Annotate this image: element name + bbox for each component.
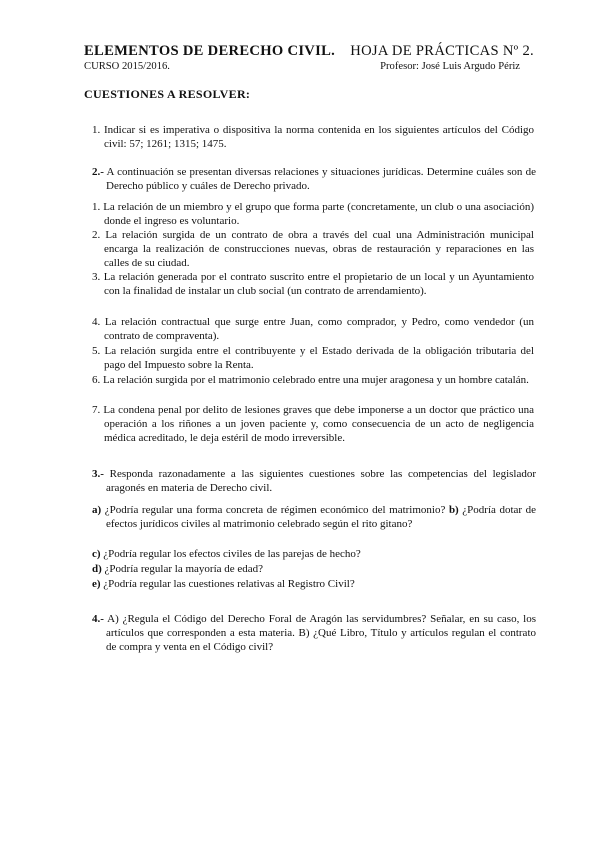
title-bold: ELEMENTOS DE DERECHO CIVIL. — [84, 43, 336, 59]
q2-item-7: 7. La condena penal por delito de lesiones graves que debe imponerse a un doctor que práctico una operación a los riñones a un joven paciente y, como consecuencia de un acto de negligencia médica acreditado, le deja estéril de modo irreversible. — [92, 404, 534, 444]
q3-item-d-label: d) — [92, 563, 102, 575]
section-heading: CUESTIONES A RESOLVER: — [84, 87, 251, 101]
q2-item-4: 4. La relación contractual que surge entre Juan, como comprador, y Pedro, como vendedor (un contrato de compraventa). — [92, 316, 534, 342]
q2-item-2: 2. La relación surgida de un contrato de obra a través del cual una Administración municipal encarga la realización de construcciones nuevas, obras de restauración y reparaciones en las calles de su ciudad. — [92, 229, 534, 269]
question-1: 1. Indicar si es imperativa o dispositiva la norma contenida en los siguientes artículos del Código civil: 57; 1261; 1315; 1475. — [92, 124, 534, 150]
question-4-text: A) ¿Regula el Código del Derecho Foral de Aragón las servidumbres? Señalar, en su caso, los artículos que corresponden a esta materia. B) ¿Qué Libro, Título y artículos regulan el contrato de compra y venta en el Código civil? — [106, 613, 536, 653]
document-title — [84, 43, 534, 60]
question-3-intro — [92, 467, 536, 495]
course-year: CURSO 2015/2016. — [84, 61, 170, 72]
q3-item-a-text: ¿Podría regular una forma concreta de régimen económico del matrimonio? — [104, 504, 446, 516]
q3-item-ab — [92, 503, 536, 531]
title-rest: HOJA DE PRÁCTICAS Nº 2. — [350, 43, 534, 59]
q3-item-e-label: e) — [92, 578, 101, 590]
q3-item-b-text: ¿Podría dotar de efectos jurídicos civiles al matrimonio celebrado según el rito gitano? — [106, 504, 537, 530]
question-4-number: 4.- — [92, 613, 104, 625]
q2-item-6: 6. La relación surgida por el matrimonio celebrado entre una mujer aragonesa y un hombre catalán. — [92, 374, 529, 386]
question-2-number: 2.- — [92, 166, 104, 178]
question-2-intro — [92, 165, 536, 193]
question-4 — [92, 612, 536, 654]
question-2-text: A continuación se presentan diversas relaciones y situaciones jurídicas. Determine cuáles son de Derecho público y cuáles de Derecho privado. — [106, 166, 536, 192]
q3-item-d — [92, 562, 522, 576]
q2-item-5: 5. La relación surgida entre el contribuyente y el Estado derivada de la obligación tributaria del pago del Impuesto sobre la Renta. — [92, 345, 534, 371]
professor-name: Profesor: José Luis Argudo Périz — [380, 61, 520, 72]
q3-item-e-text: ¿Podría regular las cuestiones relativas al Registro Civil? — [103, 578, 355, 590]
q3-item-e — [92, 577, 522, 591]
question-3-text: Responda razonadamente a las siguientes cuestiones sobre las competencias del legislador aragonés en materia de Derecho civil. — [106, 468, 537, 494]
q3-item-b-label: b) — [448, 504, 459, 516]
q3-item-a-label: a) — [92, 504, 102, 516]
q2-item-3: 3. La relación generada por el contrato suscrito entre el propietario de un local y un Ayuntamiento con la finalidad de instalar un club social (un contrato de arrendamiento). — [92, 271, 534, 297]
q3-item-c-label: c) — [92, 548, 101, 560]
q3-item-c — [92, 547, 522, 561]
question-3-number: 3.- — [92, 468, 104, 480]
q3-item-c-text: ¿Podría regular los efectos civiles de las parejas de hecho? — [103, 548, 361, 560]
q3-item-d-text: ¿Podría regular la mayoría de edad? — [104, 563, 264, 575]
document-subtitle — [84, 61, 520, 72]
q2-item-1: 1. La relación de un miembro y el grupo que forma parte (concretamente, un club o una asociación) donde el ingreso es voluntario. — [92, 201, 534, 227]
